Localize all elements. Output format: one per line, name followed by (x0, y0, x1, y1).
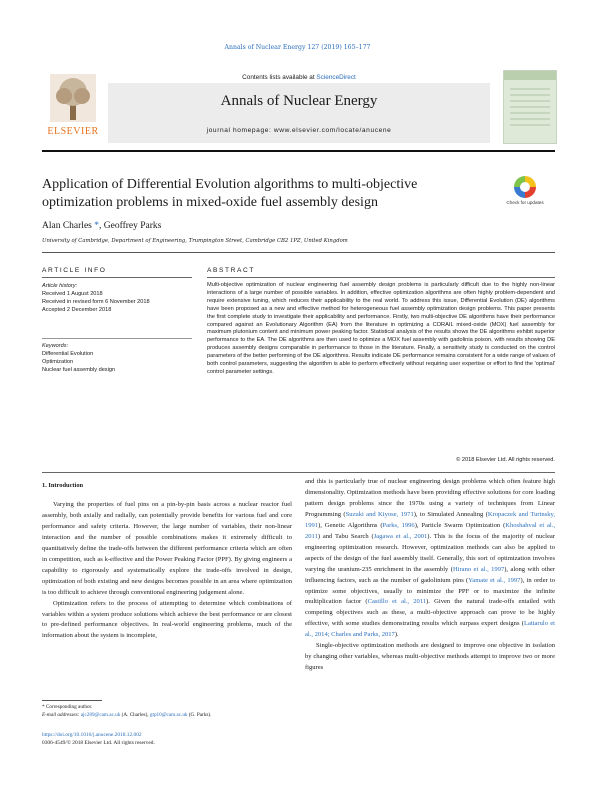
citation-link[interactable]: Castillo et al., 2011 (367, 598, 427, 606)
journal-homepage[interactable]: journal homepage: www.elsevier.com/locate/anucene (206, 127, 392, 134)
journal-cover-band (504, 71, 556, 80)
citation-link[interactable]: Kropaczek and Turinsky, 1991 (305, 510, 555, 529)
email-addresses: E-mail addresses: ajc289@cam.ac.uk (A. Charles), gtp10@cam.ac.uk (G. Parks). (42, 712, 212, 719)
article-info-heading: ARTICLE INFO (42, 267, 107, 274)
citation-link[interactable]: Khoshahval et al., 2011 (305, 521, 556, 540)
paragraph: Single-objective optimization methods are designed to improve one objective in isolation by changing other variables, whereas multi-objective methods attempt to improve two or more figures (305, 642, 555, 672)
header-divider (42, 150, 555, 152)
abstract-rule (207, 277, 555, 278)
abstract-text: Multi-objective optimization of nuclear engineering fuel assembly design problems is particularly difficult due to the highly non-linear interactions of a large number of possible variables. In addition, effective optimization algorithms are often highly problem-dependent and require extensive tuning, which reduces their applicability to the real world. To address this issue, Differential Evolution (DE) algorithms have been proposed as a new and effective method for heterogeneous fuel assembly optimization design problems. This paper presents the first complete study to investigate their applicability and performance. Firstly, two multi-objective DE algorithms have their performance compared against an Evolutionary Algorithm (EA) from the literature in optimizing a CORAIL mixed-oxide (MOX) fuel assembly for maximum plutonium content and minimum power peaking factor. Statistical analysis of the results shows the DE algorithms exhibit superior performance to the EA. The DE algorithms are then used to optimize a MOX fuel assembly with gadolinia poison, with results showing DE produces assembly designs comparable in performance to those in the literature. Finally, a sensitivity study is conducted on the control parameters of the better performing of the DE algorithms. Results indicate DE performance remains consistent for a wide range of values of both control parameters, suggesting the algorithm is able to perform effectively without requiring user expertise or effort to find the 'optimal' control parameter settings. (207, 282, 556, 375)
author-charles: Alan Charles (42, 221, 92, 231)
citation-link[interactable]: Lattarulo et al., 2014; Charles and Parks, 2017 (305, 620, 555, 639)
check-for-updates-icon-center (520, 182, 530, 192)
paragraph: Varying the properties of fuel pins on a pin-by-pin basis across a nuclear reactor fuel assembly, both axially and radially, can potentially provide benefits for various fuel and core performance and safety criteria. However, the large number of variables, their non-linear interaction and the number of possible combinations makes it extremely difficult to quantitatively define the trade-offs between the different performance criteria which are often in competition, such as k-effective and the Power Peaking Factor (PPF). By giving engineers a capability to rigorously and systematically explore the trade-offs involved in design, optimization of both existing and new designs becomes possible in an area where optimization is too difficult to achieve through conventional engineering judgement alone. (42, 501, 292, 596)
footnote (42, 703, 292, 720)
article-title: Application of Differential Evolution algorithms to multi-objective optimization problems in mixed-oxide fuel assembly design (42, 177, 418, 210)
paragraph: and this is particularly true of nuclear engineering design problems which often feature high dimensionality. Optimization methods have been providing effective solutions for core loading pattern design problems since the 1970s using a variety of techniques from Linear Programming (Suzuki and Kiyose, 1971), to Simulated Annealing (Kropaczek and Turinsky, 1991), Genetic Algorithms (Parks, 1996), Particle Swarm Optimization (Khoshahval et al., 2011) and Tabu Search (Jagawa et al., 2001). This is the focus of the majority of nuclear engineering optimization research. However, optimization methods can also be applied to aspects of the design of the fuel assembly itself. Generally, this sort of optimization involves varying the uranium-235 enrichment in the assembly (Hirano et al., 1997), along with other influencing factors, such as the number of gadolinium pins (Yamate et al., 1997), in order to optimize some objectives, usually to minimize the PPF or to maximize the infinite multiplication factor (Castillo et al., 2011). Given the natural trade-offs entailed with competing objectives such as these, a multi-objective approach can prove to be highly effective, with some studies demonstrating results which surpass expert designs (Lattarulo et al., 2014; Charles and Parks, 2017). (305, 478, 556, 639)
keywords (42, 342, 192, 374)
keyword: Differential Evolution (42, 351, 94, 357)
journal-citation[interactable]: Annals of Nuclear Energy 127 (2019) 165–177 (224, 44, 371, 51)
elsevier-logo-text: ELSEVIER (47, 126, 99, 137)
history-accepted: Accepted 2 December 2018 (42, 307, 112, 313)
email-link-parks[interactable]: gtp10@cam.ac.uk (149, 712, 188, 719)
footnote-rule (42, 700, 102, 701)
doi-link[interactable]: https://doi.org/10.1016/j.anucene.2018.12.002 (42, 732, 142, 738)
journal-cover-lines (510, 88, 550, 128)
author-parks: Geoffrey Parks (103, 221, 162, 231)
front-matter-divider (42, 472, 555, 473)
history-received: Received 1 August 2018 (42, 291, 103, 297)
abstract-heading: ABSTRACT (207, 267, 255, 274)
email-link-charles[interactable]: ajc289@cam.ac.uk (80, 712, 121, 719)
body-column-left (42, 500, 292, 642)
citation-link[interactable]: Suzuki and Kiyose, 1971 (345, 510, 414, 518)
history-revised: Received in revised form 6 November 2018 (42, 299, 150, 305)
citation-link[interactable]: Jagawa et al., 2001 (373, 532, 428, 540)
corresponding-author-mark[interactable]: * (91, 221, 99, 231)
citation-link[interactable]: Parks, 1996 (382, 521, 415, 529)
contents-line: Contents lists available at ScienceDirect (108, 72, 490, 83)
check-for-updates-label[interactable]: Check for updates (506, 200, 544, 205)
page-footer (42, 732, 342, 747)
authors: Alan Charles *, Geoffrey Parks (42, 221, 162, 231)
elsevier-tree-logo (50, 74, 96, 122)
sciencedirect-link[interactable]: ScienceDirect (316, 74, 356, 81)
keyword: Nuclear fuel assembly design (42, 367, 116, 373)
body-column-right (305, 477, 555, 674)
article-history (42, 282, 192, 314)
abstract-copyright: © 2018 Elsevier Ltd. All rights reserved. (456, 457, 555, 463)
section-heading-introduction: 1. Introduction (42, 482, 84, 489)
history-label: Article history: (42, 283, 78, 289)
title-divider (42, 252, 555, 253)
keyword: Optimization (42, 359, 74, 365)
citation-link[interactable]: Yamate et al., 1997 (468, 576, 521, 584)
journal-title: Annals of Nuclear Energy (220, 93, 378, 109)
article-info-mid-rule (42, 338, 192, 339)
citation-link[interactable]: Hirano et al., 1997 (452, 565, 505, 573)
issn-line: 0306-4549/© 2018 Elsevier Ltd. All rights reserved. (42, 739, 155, 746)
paragraph: Optimization refers to the process of attempting to determine which combinations of variables within a system produce solutions which achieve the best performance or are closest to pre-defined performance objectives. In real-world engineering problems, much of the information about the system is incomplete, (42, 599, 292, 640)
keywords-label: Keywords: (42, 343, 69, 349)
corresponding-author-note: * Corresponding author. (42, 704, 93, 710)
affiliation: University of Cambridge, Department of Engineering, Trumpington Street, Cambridge CB2 1PZ, United Kingdom (42, 238, 348, 244)
article-info-rule (42, 277, 192, 278)
